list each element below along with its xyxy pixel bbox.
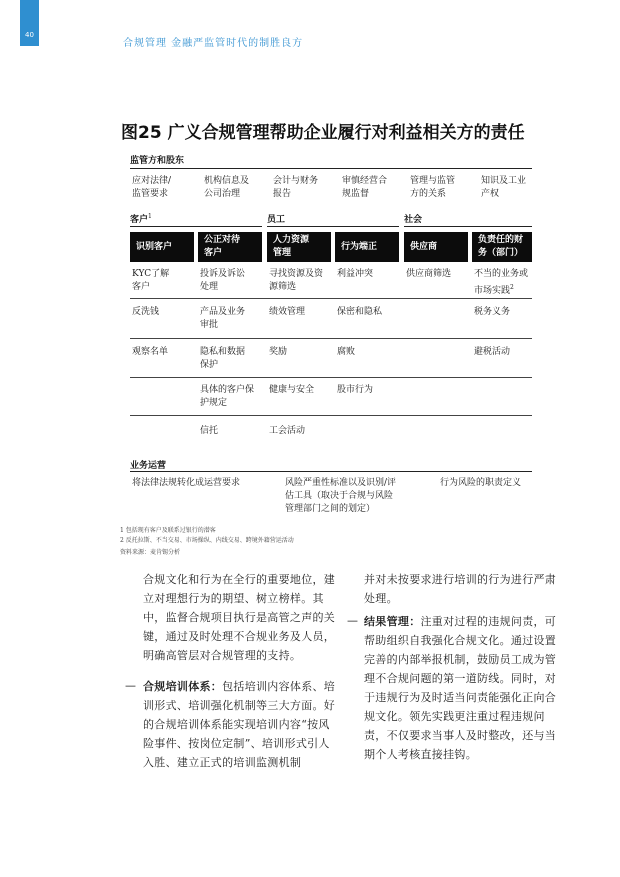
row-divider [130,338,532,339]
regulator-item: 管理与监管 方的关系 [410,176,456,199]
footnote-2: 2 反托拉斯、不当交易、市场操纵、内线交易、跨境外籍营运活动 [120,537,294,544]
regulator-item: 机构信息及 公司治理 [204,176,250,199]
table-cell: 奖励 [269,347,288,357]
group-underline-society [404,226,532,227]
left-bullet: 合规培训体系：包括培训内容体系、培训形式、培训强化机制等三大方面。好的合规培训体系能实现培训内容“按风险事件、按岗位定制”、培训形式引人入胜、建立正式的培训监测机制 [143,680,336,769]
table-cell: 信托 [200,426,219,436]
table-cell: 税务义务 [474,307,511,317]
table-cell: 观察名单 [132,347,169,357]
table-cell: 健康与安全 [269,385,315,395]
table-cell: 投诉及诉讼 处理 [200,269,246,292]
bullet-dash: — [125,679,136,692]
group-society: 社会 [404,215,423,225]
group-underline-employees [267,226,399,227]
regulator-item: 审慎经营合 规监督 [342,176,388,199]
regulators-heading: 监管方和股东 [130,156,185,166]
table-cell: KYC了解 客户 [132,269,170,292]
table-cell: 产品及业务 审批 [200,307,246,330]
table-cell: 腐败 [337,347,356,357]
header-identify-customer: 识别客户 [130,232,194,262]
table-cell: 寻找资源及资 源筛选 [269,269,324,292]
table-cell: 避税活动 [474,347,511,357]
operations-item: 行为风险的职责定义 [440,478,522,488]
group-customers: 客户$^1$ [130,213,152,225]
left-paragraph: 合规文化和行为在全行的重要地位，建立对理想行为的期望、树立榜样。其中，监督合规项目执行是高管之声的关键，通过及时处理不合规业务及人员，明确高管层对合规管理的支持。 [143,573,336,662]
table-cell: 具体的客户保 护规定 [200,385,255,408]
header-conduct: 行为端正 [335,232,399,262]
table-cell: 绩效管理 [269,307,306,317]
footnote-1: 1 包括现有客户及联系过银行的潜客 [120,527,216,534]
table-cell: 隐私和数据 保护 [200,347,246,370]
right-bullet: 结果管理：注重对过程的违规问责，可帮助组织自我强化合规文化。通过设置完善的内部举报机制，鼓励员工成为管理不合规问题的第一道防线。同时，对于违规行为及时适当问责能强化正向合规文化。领先实践更注重过程违规问责，不仅要求当事人及时整改，还与当期个人考核直接挂钩。 [364,615,557,761]
table-cell: 工会活动 [269,426,306,436]
page-number: 40 [25,31,34,39]
running-head: 合规管理 金融严监管时代的制胜良方 [123,38,304,49]
row-divider [130,298,532,299]
row-divider [130,415,532,416]
operations-item: 将法律法规转化成运营要求 [132,478,241,488]
operations-item: 风险严重性标准以及识别/评 估工具（取决于合规与风险 管理部门之间的划定） [285,478,397,514]
header-fair-treatment: 公正对待 客户 [198,232,262,262]
header-hr-management: 人力资源 管理 [267,232,331,262]
header-supplier: 供应商 [404,232,468,262]
operations-heading: 业务运营 [130,461,167,471]
table-cell: 供应商筛选 [406,269,452,279]
page-tab [20,0,39,46]
regulator-item: 应对法律/ 监管要求 [132,176,172,199]
regulator-item: 知识及工业 产权 [481,176,527,199]
divider [130,168,532,169]
regulator-item: 会计与财务 报告 [273,176,319,199]
bullet-dash: — [347,614,358,627]
divider [130,471,532,472]
table-cell: 保密和隐私 [337,307,383,317]
group-underline-customers [130,226,262,227]
header-responsible-finance: 负责任的财 务（部门） [472,232,532,262]
table-cell: 反洗钱 [132,307,160,317]
table-cell: 不当的业务或 市场实践$^2$ [474,269,529,296]
row-divider [130,377,532,378]
right-paragraph: 并对未按要求进行培训的行为进行严肃处理。 [364,573,557,605]
group-employees: 员工 [267,215,286,225]
source-note: 资料来源：麦肯锡分析 [120,549,181,556]
table-cell: 利益冲突 [337,269,374,279]
table-cell: 股市行为 [337,385,374,395]
figure-title: 图25 广义合规管理帮助企业履行对利益相关方的责任 [121,123,525,143]
